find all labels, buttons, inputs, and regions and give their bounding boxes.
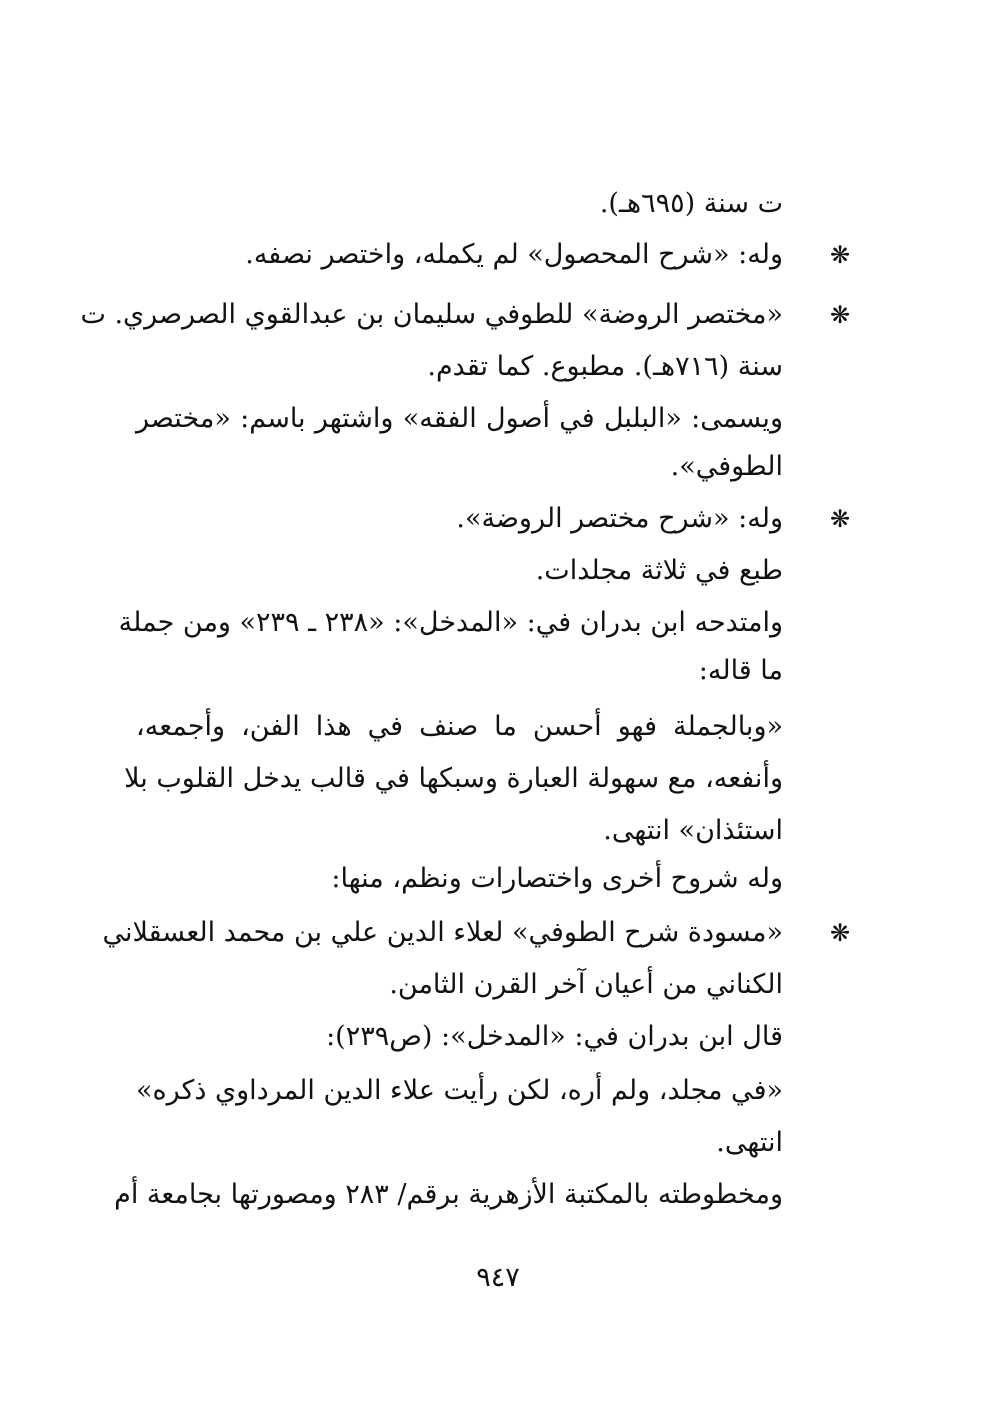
text-line-19: انتهى. bbox=[716, 1127, 783, 1158]
text-line-9: وامتدحه ابن بدران في: «المدخل»: «٢٣٨ ـ ٢٣٩» ومن جملة bbox=[118, 607, 783, 638]
text-line-3: «مختصر الروضة» للطوفي سليمان بن عبدالقوي الصرصري. ت bbox=[80, 299, 783, 330]
bullet-icon: ❋ bbox=[829, 505, 851, 533]
page-number: ٩٤٧ bbox=[476, 1262, 520, 1293]
text-line-5: ويسمى: «البلبل في أصول الفقه» واشتهر باسم: «مختصر bbox=[136, 403, 783, 434]
text-line-16: الكناني من أعيان آخر القرن الثامن. bbox=[389, 969, 783, 1000]
text-line-17: قال ابن بدران في: «المدخل»: (ص٢٣٩): bbox=[326, 1021, 783, 1052]
text-line-6: الطوفي». bbox=[670, 451, 783, 482]
bullet-icon: ❋ bbox=[829, 241, 851, 269]
text-line-18: «في مجلد، ولم أره، لكن رأيت علاء الدين المرداوي ذكره» bbox=[135, 1075, 783, 1106]
text-line-20: ومخطوطته بالمكتبة الأزهرية برقم/ ٢٨٣ ومصورتها بجامعة أم bbox=[114, 1179, 783, 1210]
text-line-12: وأنفعه، مع سهولة العبارة وسبكها في قالب يدخل القلوب بلا bbox=[124, 763, 783, 794]
text-line-4: سنة (٧١٦هـ). مطبوع. كما تقدم. bbox=[427, 351, 783, 382]
text-line-13: استئذان» انتهى. bbox=[603, 815, 783, 846]
text-line-10: ما قاله: bbox=[698, 655, 783, 686]
text-line-1: ت سنة (٦٩٥هـ). bbox=[599, 188, 783, 219]
bullet-icon: ❋ bbox=[829, 919, 851, 947]
text-line-8: طبع في ثلاثة مجلدات. bbox=[535, 555, 783, 586]
text-line-7: وله: «شرح مختصر الروضة». bbox=[456, 503, 783, 534]
text-line-14: وله شروح أخرى واختصارات ونظم، منها: bbox=[331, 863, 783, 894]
bullet-icon: ❋ bbox=[829, 301, 851, 329]
text-line-11: «وبالجملة فهو أحسن ما صنف في هذا الفن، وأجمعه، bbox=[136, 711, 783, 742]
text-line-2: وله: «شرح المحصول» لم يكمله، واختصر نصفه. bbox=[245, 239, 783, 270]
text-line-15: «مسودة شرح الطوفي» لعلاء الدين علي بن محمد العسقلاني bbox=[102, 917, 783, 948]
